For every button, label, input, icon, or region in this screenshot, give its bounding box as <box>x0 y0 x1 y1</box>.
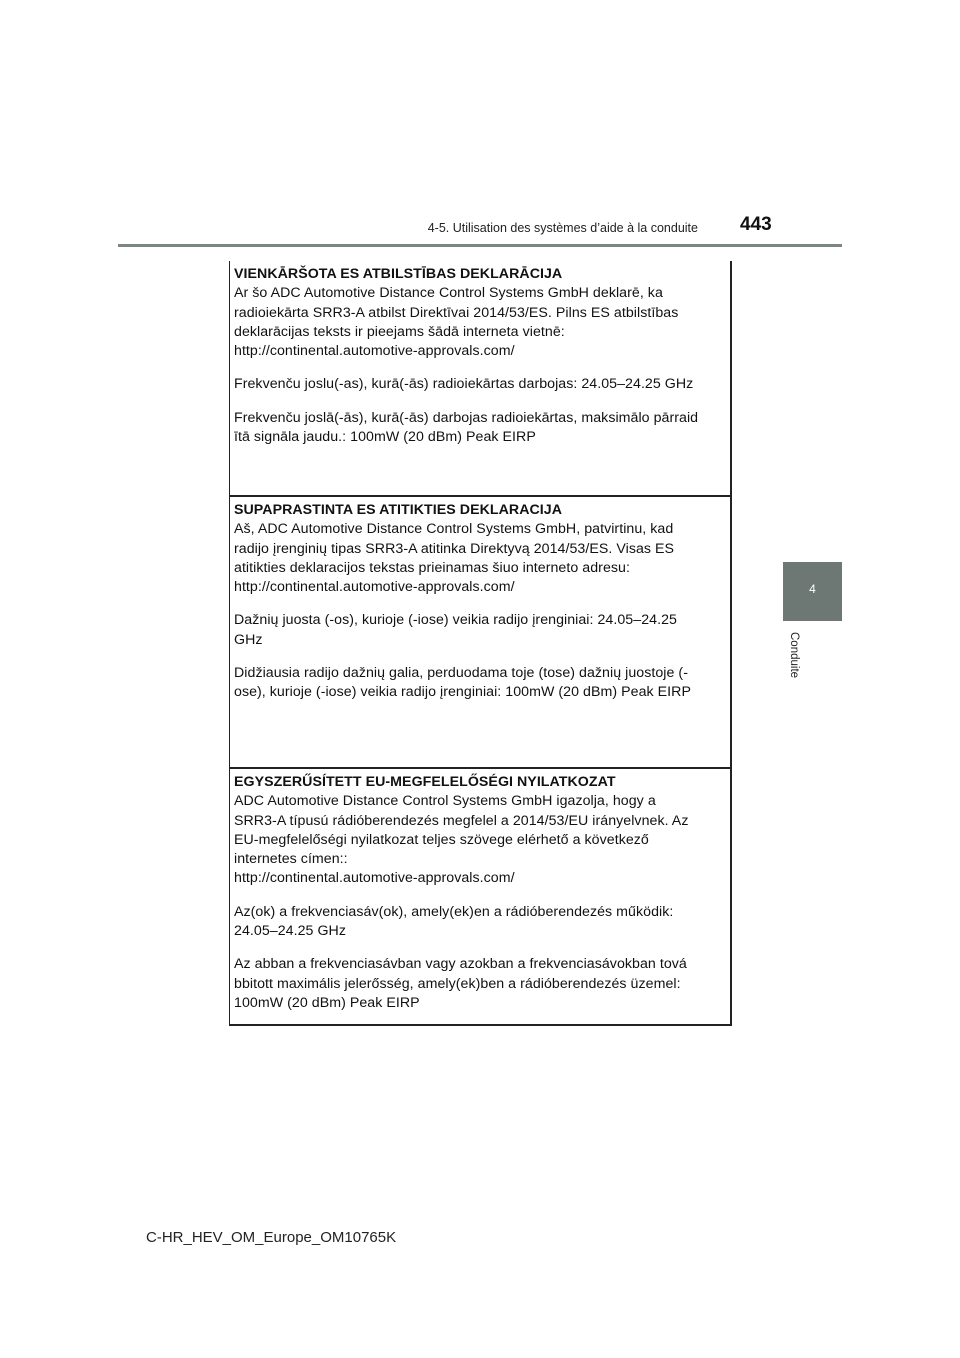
text-line: Didžiausia radijo dažnių galia, perduodama toje (tose) dažnių juostoje (- <box>234 665 688 682</box>
declaration-paragraph <box>234 903 728 942</box>
text-line: Ar šo ADC Automotive Distance Control Systems GmbH deklarē, ka <box>234 285 663 302</box>
chapter-number: 4 <box>809 582 816 596</box>
text-line: Aš, ADC Automotive Distance Control Systems GmbH, patvirtinu, kad <box>234 521 674 538</box>
text-line: Frekvenču joslu(-as), kurā(-ās) radioiekārtas darbojas: 24.05–24.25 GHz <box>234 376 694 393</box>
declaration-title: VIENKĀRŠOTA ES ATBILSTĪBAS DEKLARĀCIJA <box>234 266 563 282</box>
declaration-title: SUPAPRASTINTA ES ATITIKTIES DEKLARACIJA <box>234 502 563 518</box>
text-line: 24.05–24.25 GHz <box>234 923 346 940</box>
text-line: atitikties deklaracijos tekstas prieinamas šiuo interneto adresu: <box>234 559 630 576</box>
text-line: Az(ok) a frekvenciasáv(ok), amely(ek)en a rádióberendezés működik: <box>234 903 674 920</box>
text-line: internetes címen:: <box>234 851 348 868</box>
chapter-tab <box>783 562 842 621</box>
text-line: ītā signāla jaudu.: 100mW (20 dBm) Peak EIRP <box>234 429 536 446</box>
text-line: radioiekārta SRR3-A atbilst Direktīvai 2014/53/ES. Pilns ES atbilstības <box>234 304 679 321</box>
text-line: ose), kurioje (-iose) veikia radijo įrenginiai: 100mW (20 dBm) Peak EIRP <box>234 684 691 701</box>
text-line: EU-megfelelőségi nyilatkozat teljes szövege elérhető a következő <box>234 831 649 848</box>
declaration-section <box>230 495 730 767</box>
text-line: bbitott maximális jelerősség, amely(ek)ben a rádióberendezés üzemel: <box>234 975 681 992</box>
text-line: http://continental.automotive-approvals.com/ <box>234 343 515 360</box>
chapter-label <box>780 632 800 692</box>
declaration-paragraph <box>234 375 728 394</box>
declaration-section <box>230 261 730 495</box>
text-line: SRR3-A típusú rádióberendezés megfelel a 2014/53/EU irányelvnek. Az <box>234 812 689 829</box>
text-line: radijo įrenginių tipas SRR3-A atitinka Direktyvą 2014/53/ES. Visas ES <box>234 540 675 557</box>
text-line: Az abban a frekvenciasávban vagy azokban a frekvenciasávokban tová <box>234 956 687 973</box>
declaration-paragraph <box>234 284 728 361</box>
declarations-table <box>229 261 732 1026</box>
section-title: 4-5. Utilisation des systèmes d’aide à la conduite <box>427 221 698 235</box>
declaration-paragraph <box>234 409 728 448</box>
declaration-paragraph <box>234 611 728 650</box>
text-line: Frekvenču joslā(-ās), kurā(-ās) darbojas radioiekārtas, maksimālo pārraid <box>234 409 699 426</box>
text-line: http://continental.automotive-approvals.com/ <box>234 870 515 887</box>
document-id: C-HR_HEV_OM_Europe_OM10765K <box>146 1229 397 1246</box>
chapter-label-text: Conduite <box>788 632 800 679</box>
page-number: 443 <box>740 214 772 235</box>
declaration-paragraph <box>234 955 728 1013</box>
declaration-paragraph <box>234 664 728 703</box>
declaration-title: EGYSZERŰSÍTETT EU-MEGFELELŐSÉGI NYILATKOZAT <box>234 774 616 790</box>
text-line: http://continental.automotive-approvals.com/ <box>234 579 515 596</box>
declaration-section <box>230 767 730 1024</box>
text-line: Dažnių juosta (-os), kurioje (-iose) veikia radijo įrenginiai: 24.05–24.25 <box>234 612 677 629</box>
text-line: deklarācijas teksts ir pieejams šādā interneta vietnē: <box>234 323 565 340</box>
text-line: 100mW (20 dBm) Peak EIRP <box>234 994 420 1011</box>
header-divider <box>118 244 842 247</box>
text-line: GHz <box>234 631 263 648</box>
declaration-paragraph <box>234 792 728 888</box>
text-line: ADC Automotive Distance Control Systems GmbH igazolja, hogy a <box>234 793 656 810</box>
declaration-paragraph <box>234 520 728 597</box>
